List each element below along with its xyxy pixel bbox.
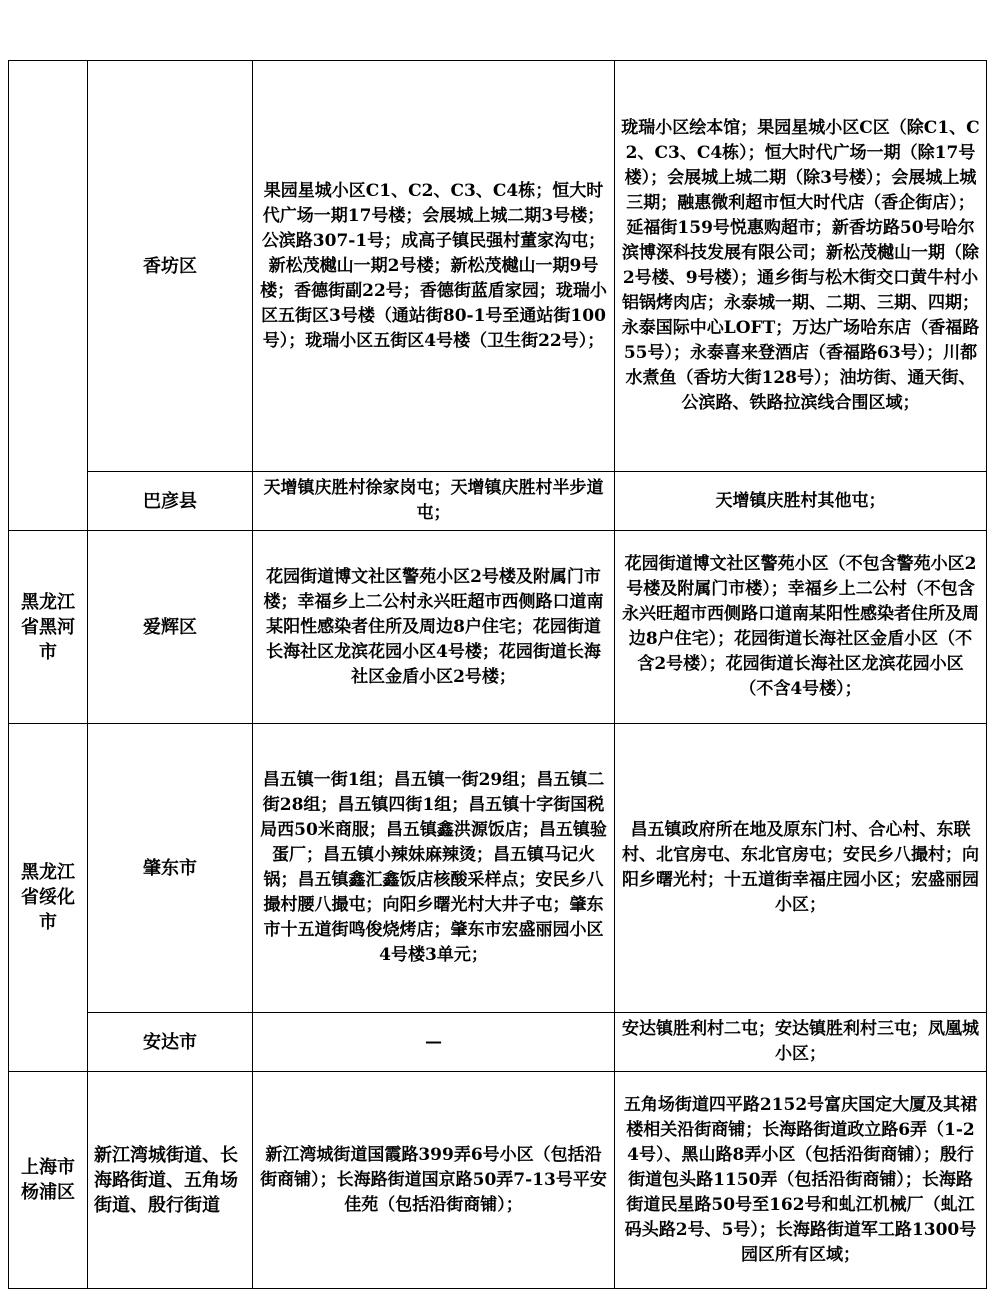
province-cell (9, 61, 88, 531)
table-row (9, 1013, 987, 1072)
district-cell: 爱辉区 (88, 531, 253, 724)
district-cell: 巴彦县 (88, 472, 253, 531)
mid-risk-cell: 天增镇庆胜村其他屯； (615, 472, 987, 531)
mid-risk-cell: 五角场街道四平路2152号富庆国定大厦及其裙楼相关沿街商铺；长海路街道政立路6弄（1-24号）、黑山路8弄小区（包括沿街商铺）；殷行街道包头路1150弄（包括沿街商铺）；长海路街道民星路50号至162号和虬江机械厂（虬江码头路2号、5号）；长海路街道军工路1300号园区所有区域； (615, 1072, 987, 1289)
high-risk-cell: — (253, 1013, 615, 1072)
province-cell: 黑龙江省黑河市 (9, 531, 88, 724)
table-row (9, 1072, 987, 1289)
province-cell: 黑龙江省绥化市 (9, 724, 88, 1072)
district-cell: 安达市 (88, 1013, 253, 1072)
mid-risk-cell: 安达镇胜利村二屯；安达镇胜利村三屯；凤凰城小区； (615, 1013, 987, 1072)
district-cell: 肇东市 (88, 724, 253, 1013)
risk-area-table (8, 60, 987, 1289)
mid-risk-cell: 昌五镇政府所在地及原东门村、合心村、东联村、北官房屯、东北官房屯；安民乡八撮村；向阳乡曙光村；十五道街幸福庄园小区；宏盛丽园小区； (615, 724, 987, 1013)
table-row (9, 61, 987, 472)
high-risk-cell: 果园星城小区C1、C2、C3、C4栋；恒大时代广场一期17号楼；会展城上城二期3号楼；公滨路307-1号；成高子镇民强村董家沟屯；新松茂樾山一期2号楼；新松茂樾山一期9号楼；香德街副22号；香德街蓝盾家园；珑瑞小区五街区3号楼（通站街80-1号至通站街100号）；珑瑞小区五街区4号楼（卫生街22号）； (253, 61, 615, 472)
table-row (9, 472, 987, 531)
district-cell: 香坊区 (88, 61, 253, 472)
high-risk-cell: 昌五镇一街1组；昌五镇一街29组；昌五镇二街28组；昌五镇四街1组；昌五镇十字街国税局西50米商服；昌五镇鑫洪源饭店；昌五镇验蛋厂；昌五镇小辣妹麻辣烫；昌五镇马记火锅；昌五镇鑫汇鑫饭店核酸采样点；安民乡八撮村腰八撮屯；向阳乡曙光村大井子屯；肇东市十五道街鸣俊烧烤店；肇东市宏盛丽园小区4号楼3单元； (253, 724, 615, 1013)
province-cell: 上海市杨浦区 (9, 1072, 88, 1289)
table-row (9, 724, 987, 1013)
table-row (9, 531, 987, 724)
high-risk-cell: 天增镇庆胜村徐家岗屯；天增镇庆胜村半步道屯； (253, 472, 615, 531)
mid-risk-cell: 花园街道博文社区警苑小区（不包含警苑小区2号楼及附属门市楼）；幸福乡上二公村（不包含永兴旺超市西侧路口道南某阳性感染者住所及周边8户住宅）；花园街道长海社区金盾小区（不含2号楼）；花园街道长海社区龙滨花园小区（不含4号楼）； (615, 531, 987, 724)
mid-risk-cell: 珑瑞小区绘本馆；果园星城小区C区（除C1、C2、C3、C4栋）；恒大时代广场一期（除17号楼）；会展城上城二期（除3号楼）；会展城上城三期；融惠微利超市恒大时代店（香企街店）；延福街159号悦惠购超市；新香坊路50号哈尔滨博深科技发展有限公司；新松茂樾山一期（除2号楼、9号楼）；通乡街与松木街交口黄牛村小铝锅烤肉店；永泰城一期、二期、三期、四期；永泰国际中心LOFT；万达广场哈东店（香福路55号）；永泰喜来登酒店（香福路63号）；川都水煮鱼（香坊大街128号）；油坊街、通天街、公滨路、铁路拉滨线合围区域； (615, 61, 987, 472)
district-cell: 新江湾城街道、长海路街道、五角场街道、殷行街道 (88, 1072, 253, 1289)
high-risk-cell: 花园街道博文社区警苑小区2号楼及附属门市楼；幸福乡上二公村永兴旺超市西侧路口道南某阳性感染者住所及周边8户住宅；花园街道长海社区龙滨花园小区4号楼；花园街道长海社区金盾小区2号楼； (253, 531, 615, 724)
high-risk-cell: 新江湾城街道国霞路399弄6号小区（包括沿街商铺）；长海路街道国京路50弄7-13号平安佳苑（包括沿街商铺）； (253, 1072, 615, 1289)
